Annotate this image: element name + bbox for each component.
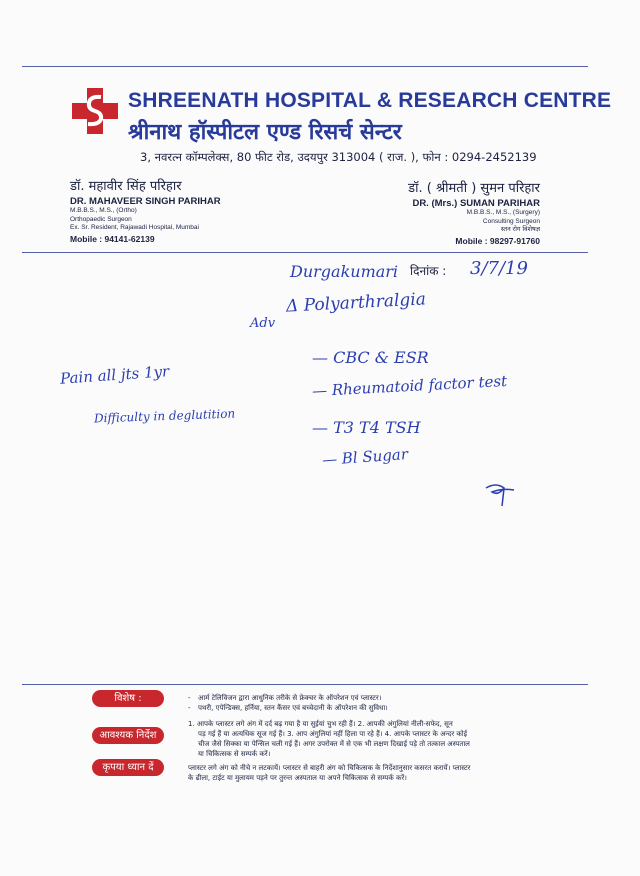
doctor-left-block [70,176,221,244]
footer-line-5: चीज जैसे सिक्का या पेन्सिल चली गई हैं। अगर उपरोक्त में से एक भी लक्षण दिखाई पड़े तो तत्काल अस्पताल [198,740,470,748]
footer-label-attention: कृपया ध्यान दें [92,759,164,776]
footer-line-7: प्लास्टर लगे अंग को नीचे न लटकायें। प्लास्टर से बाहरी अंग को चिकित्सक के निर्देशानुसार कसरत करायें। प्लास्टर [188,764,471,772]
doctor-right-extra: स्तन रोग विशेषज्ञ [500,226,540,233]
footer-line-6: या चिकित्सक से सम्पर्क करें। [198,750,271,758]
doctor-right-name-en: DR. (Mrs.) SUMAN PARIHAR [412,198,540,209]
header-bottom-rule [22,252,588,253]
handwritten-diagnosis: Δ Polyarthralgia [285,289,427,317]
handwritten-signature-icon [482,478,524,508]
date-label: दिनांक : [410,264,447,278]
doctor-right-role: Consulting Surgeon [482,217,540,225]
handwritten-complaint: Pain all jts 1yr [59,362,170,388]
doctor-left-degree: M.B.B.S., M.S., (Ortho) [70,207,137,214]
handwritten-investigation-3: — T3 T4 TSH [312,418,421,437]
hospital-name-hi: श्रीनाथ हॉस्पीटल एण्ड रिसर्च सेन्टर [128,120,402,145]
footer-line-3: 1. आपके प्लास्टर लगे अंग में दर्द बढ़ गया है या सुईयां चुभ रही हैं। 2. आपकी अंगुलियां नीली-सफेद, सून [188,720,453,728]
doctor-left-extra: Ex. Sr. Resident, Rajawadi Hospital, Mumbai [70,224,199,231]
doctor-left-mobile: Mobile : 94141-62139 [70,233,155,244]
handwritten-complaint-2: Difficulty in deglutition [93,406,236,426]
hospital-name-en: SHREENATH HOSPITAL & RESEARCH CENTRE [128,89,612,112]
handwritten-adv: Adv [250,316,276,331]
handwritten-investigation-4: — Bl Sugar [321,445,409,469]
footer-line-1: - आर्म टेलिविजन द्वारा आधुनिक तरीके से फ्रेक्चर के ऑपरेशन एवं प्लास्टर। [188,694,382,702]
doctor-right-block [408,178,540,246]
doctor-left-role: Orthopaedic Surgeon [70,215,132,223]
handwritten-patient-name: Durgakumari [290,262,399,281]
doctor-right-name-hi: डॉ. ( श्रीमती ) सुमन परिहार [408,181,540,196]
footer-label-special: विशेष : [92,690,164,707]
hospital-address: 3, नवरत्न कॉम्पलेक्स, 80 फीट रोड, उदयपुर 313004 ( राज. ), फोन : 0294-2452139 [140,150,537,164]
footer-line-4: पड़ गई हैं या अत्यधिक सूज गई हैं। 3. आप अंगुलियां नहीं हिला पा रहे हैं। 4. आपके प्लास्टर के अन्दर कोई [198,730,468,738]
doctor-left-name-en: DR. MAHAVEER SINGH PARIHAR [70,196,221,207]
footer-top-rule [22,684,588,685]
hospital-logo-icon [72,88,118,134]
doctor-left-name-hi: डॉ. महावीर सिंह परिहार [70,179,182,194]
footer-line-2: - पथरी, एपेन्डिक्स, हर्निया, स्तन कैंसर एवं बच्चेदानी के ऑपरेशन की सुविधा। [188,704,388,712]
top-rule [22,66,588,67]
doctor-right-mobile: Mobile : 98297-91760 [455,235,540,246]
handwritten-investigation-2: — Rheumatoid factor test [311,371,508,401]
footer-label-instructions: आवश्यक निर्देश [92,727,164,744]
footer-line-8: के ढीला, टाईट या मुलायम पड़ने पर तुरन्त अस्पताल या अपने चिकित्सक से सम्पर्क करें। [188,774,407,782]
doctor-right-degree: M.B.B.S., M.S., (Surgery) [466,209,540,216]
handwritten-date: 3/7/19 [470,258,528,279]
handwritten-investigation-1: — CBC & ESR [312,348,429,367]
